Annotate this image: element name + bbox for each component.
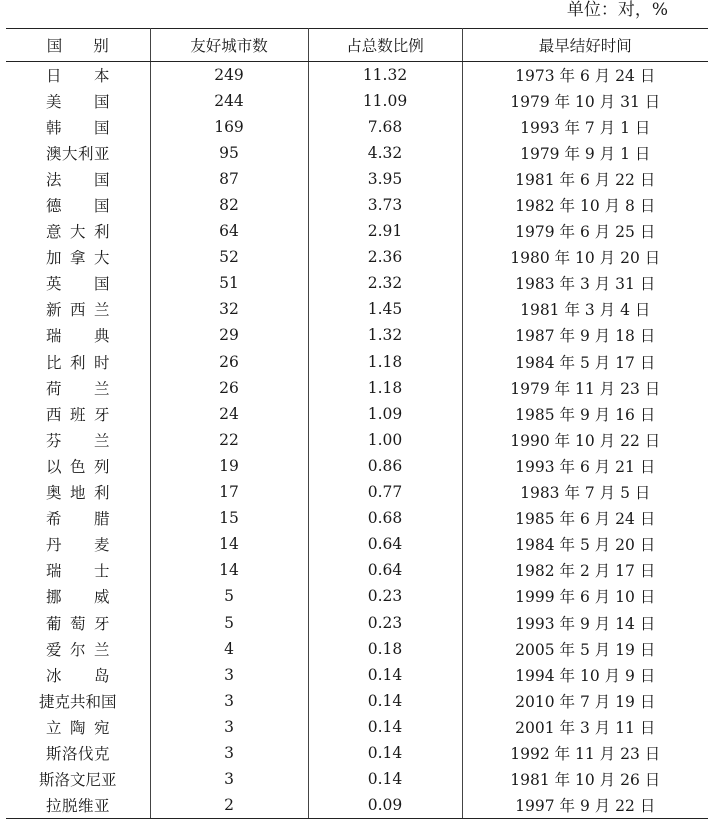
cell-count: 2 [150, 792, 308, 818]
cell-ratio: 2.91 [308, 218, 462, 244]
cell-country [6, 192, 150, 218]
country-name: 德 国 [46, 197, 110, 216]
table-row [6, 505, 708, 531]
cell-count: 3 [150, 766, 308, 792]
cell-date: 1982 年 10 月 8 日 [515, 197, 656, 216]
cell-count: 3 [150, 662, 308, 688]
cell-date: 2010 年 7 月 19 日 [515, 692, 656, 711]
cell-ratio: 0.64 [308, 557, 462, 583]
cell-date: 1987 年 9 月 18 日 [515, 327, 656, 346]
cell-count: 26 [150, 349, 308, 375]
table-row [6, 740, 708, 766]
cell-ratio: 0.86 [308, 453, 462, 479]
cell-count: 29 [150, 322, 308, 348]
cell-count: 87 [150, 166, 308, 192]
cell-ratio: 7.68 [308, 114, 462, 140]
cell-date: 1979 年 6 月 25 日 [515, 223, 656, 242]
country-name: 日 本 [46, 66, 110, 85]
cell-country [6, 401, 150, 427]
cell-date: 1990 年 10 月 22 日 [510, 431, 661, 450]
table-row [6, 322, 708, 348]
cell-date: 1979 年 9 月 1 日 [520, 144, 651, 163]
header-date: 最早结好时间 [462, 29, 708, 62]
cell-ratio: 0.14 [308, 662, 462, 688]
cell-date: 1985 年 6 月 24 日 [515, 510, 656, 529]
cell-date: 1993 年 7 月 1 日 [520, 118, 651, 137]
cell-country [6, 218, 150, 244]
country-name: 加 拿 大 [46, 249, 110, 268]
cell-count: 26 [150, 375, 308, 401]
country-name: 澳 大 利 亚 [46, 144, 110, 163]
cell-country [6, 62, 150, 88]
country-name: 英 国 [46, 275, 110, 294]
cell-ratio: 0.14 [308, 766, 462, 792]
country-name: 芬 兰 [46, 431, 110, 450]
cell-ratio: 0.09 [308, 792, 462, 818]
table-row [6, 636, 708, 662]
table-row [6, 88, 708, 114]
friendship-cities-table [6, 28, 708, 819]
cell-ratio: 0.14 [308, 740, 462, 766]
cell-date: 1983 年 7 月 5 日 [520, 484, 651, 503]
table-row [6, 401, 708, 427]
cell-ratio: 3.95 [308, 166, 462, 192]
cell-date: 2005 年 5 月 19 日 [515, 640, 656, 659]
table-body [6, 62, 708, 819]
country-name: 西 班 牙 [46, 405, 110, 424]
country-name: 以 色 列 [46, 457, 110, 476]
cell-ratio: 0.77 [308, 479, 462, 505]
table-row [6, 62, 708, 88]
country-name: 瑞 士 [46, 562, 110, 581]
cell-count: 5 [150, 583, 308, 609]
cell-country [6, 688, 150, 714]
cell-count: 19 [150, 453, 308, 479]
country-name: 拉 脱 维 亚 [46, 796, 110, 815]
country-name: 斯 洛 伐 克 [46, 744, 110, 763]
cell-ratio: 2.32 [308, 270, 462, 296]
country-name: 冰 岛 [46, 666, 110, 685]
country-name: 立 陶 宛 [46, 718, 110, 737]
country-name: 意 大 利 [46, 223, 110, 242]
cell-count: 3 [150, 740, 308, 766]
table-row [6, 192, 708, 218]
cell-date: 1985 年 9 月 16 日 [515, 405, 656, 424]
cell-country [6, 114, 150, 140]
table-row [6, 375, 708, 401]
table-row [6, 427, 708, 453]
table-row [6, 349, 708, 375]
cell-ratio: 0.23 [308, 609, 462, 635]
table-row [6, 140, 708, 166]
cell-date: 1981 年 10 月 26 日 [510, 771, 661, 790]
cell-ratio: 1.45 [308, 296, 462, 322]
country-name: 新 西 兰 [46, 301, 110, 320]
country-name: 奥 地 利 [46, 484, 110, 503]
cell-count: 32 [150, 296, 308, 322]
cell-country [6, 88, 150, 114]
cell-ratio: 11.32 [308, 62, 462, 88]
country-name: 葡 萄 牙 [46, 614, 110, 633]
cell-country [6, 609, 150, 635]
table-row [6, 688, 708, 714]
cell-date: 1993 年 9 月 14 日 [515, 614, 656, 633]
country-name: 瑞 典 [46, 327, 110, 346]
cell-country [6, 270, 150, 296]
cell-date: 1984 年 5 月 17 日 [515, 353, 656, 372]
header-ratio: 占总数比例 [308, 29, 462, 62]
country-name: 丹 麦 [46, 536, 110, 555]
cell-country [6, 375, 150, 401]
table-row [6, 166, 708, 192]
country-name: 捷 克 共 和 国 [38, 692, 117, 711]
table-header [6, 29, 708, 62]
country-name: 荷 兰 [46, 379, 110, 398]
table-row [6, 766, 708, 792]
table-row [6, 557, 708, 583]
cell-country [6, 427, 150, 453]
cell-count: 17 [150, 479, 308, 505]
country-name: 比 利 时 [46, 353, 110, 372]
cell-ratio: 0.14 [308, 688, 462, 714]
table-row [6, 244, 708, 270]
cell-count: 3 [150, 688, 308, 714]
cell-country [6, 531, 150, 557]
cell-country [6, 479, 150, 505]
country-name: 韩 国 [46, 118, 110, 137]
cell-count: 64 [150, 218, 308, 244]
cell-date: 1979 年 10 月 31 日 [510, 92, 661, 111]
cell-date: 1994 年 10 月 9 日 [515, 666, 656, 685]
cell-count: 22 [150, 427, 308, 453]
cell-date: 1980 年 10 月 20 日 [510, 249, 661, 268]
unit-note: 单位：对，% [566, 0, 668, 20]
cell-date: 1997 年 9 月 22 日 [462, 792, 708, 818]
header-country: 国 别 [6, 29, 150, 62]
cell-ratio: 0.14 [308, 714, 462, 740]
cell-date: 1982 年 2 月 17 日 [515, 562, 656, 581]
cell-count: 3 [150, 714, 308, 740]
cell-country [6, 792, 150, 818]
cell-country [6, 766, 150, 792]
table-row [6, 531, 708, 557]
cell-country [6, 140, 150, 166]
header-count: 友好城市数 [150, 29, 308, 62]
cell-country [6, 583, 150, 609]
cell-country [6, 662, 150, 688]
cell-ratio: 11.09 [308, 88, 462, 114]
cell-date: 1981 年 6 月 22 日 [515, 170, 656, 189]
table-row [6, 296, 708, 322]
cell-country [6, 714, 150, 740]
cell-count: 52 [150, 244, 308, 270]
table-row [6, 609, 708, 635]
cell-ratio: 4.32 [308, 140, 462, 166]
table-row [6, 662, 708, 688]
cell-country [6, 296, 150, 322]
cell-count: 244 [150, 88, 308, 114]
header-row [6, 29, 708, 62]
cell-date: 1999 年 6 月 10 日 [515, 588, 656, 607]
cell-count: 24 [150, 401, 308, 427]
cell-date: 1981 年 3 月 4 日 [520, 301, 651, 320]
cell-count: 95 [150, 140, 308, 166]
cell-date: 1992 年 11 月 23 日 [510, 744, 661, 763]
table-row [6, 792, 708, 818]
cell-date: 2001 年 3 月 11 日 [515, 718, 656, 737]
cell-country [6, 244, 150, 270]
cell-ratio: 0.23 [308, 583, 462, 609]
cell-date: 1973 年 6 月 24 日 [515, 66, 656, 85]
country-name: 美 国 [46, 92, 110, 111]
cell-ratio: 3.73 [308, 192, 462, 218]
cell-count: 51 [150, 270, 308, 296]
cell-date: 1993 年 6 月 21 日 [515, 457, 656, 476]
cell-ratio: 1.09 [308, 401, 462, 427]
country-name: 爱 尔 兰 [46, 640, 110, 659]
country-name: 挪 威 [46, 588, 110, 607]
cell-count: 15 [150, 505, 308, 531]
cell-count: 249 [150, 62, 308, 88]
table-row [6, 114, 708, 140]
cell-country [6, 349, 150, 375]
table-row [6, 479, 708, 505]
cell-count: 5 [150, 609, 308, 635]
table-row [6, 453, 708, 479]
cell-country [6, 636, 150, 662]
country-name: 希 腊 [46, 510, 110, 529]
cell-country [6, 740, 150, 766]
cell-country [6, 166, 150, 192]
cell-count: 14 [150, 531, 308, 557]
cell-ratio: 1.18 [308, 349, 462, 375]
cell-ratio: 1.00 [308, 427, 462, 453]
cell-count: 4 [150, 636, 308, 662]
cell-ratio: 1.18 [308, 375, 462, 401]
cell-ratio: 2.36 [308, 244, 462, 270]
cell-country [6, 505, 150, 531]
cell-ratio: 0.68 [308, 505, 462, 531]
cell-count: 82 [150, 192, 308, 218]
cell-ratio: 1.32 [308, 322, 462, 348]
table-row [6, 714, 708, 740]
cell-ratio: 0.18 [308, 636, 462, 662]
cell-country [6, 322, 150, 348]
cell-date: 1984 年 5 月 20 日 [515, 536, 656, 555]
country-name: 斯 洛 文 尼 亚 [38, 771, 117, 790]
cell-ratio: 0.64 [308, 531, 462, 557]
cell-date: 1983 年 3 月 31 日 [515, 275, 656, 294]
cell-count: 14 [150, 557, 308, 583]
table-row [6, 270, 708, 296]
cell-country [6, 453, 150, 479]
cell-country [6, 557, 150, 583]
cell-count: 169 [150, 114, 308, 140]
country-name: 法 国 [46, 170, 110, 189]
table-row [6, 583, 708, 609]
table-row [6, 218, 708, 244]
cell-date: 1979 年 11 月 23 日 [510, 379, 661, 398]
